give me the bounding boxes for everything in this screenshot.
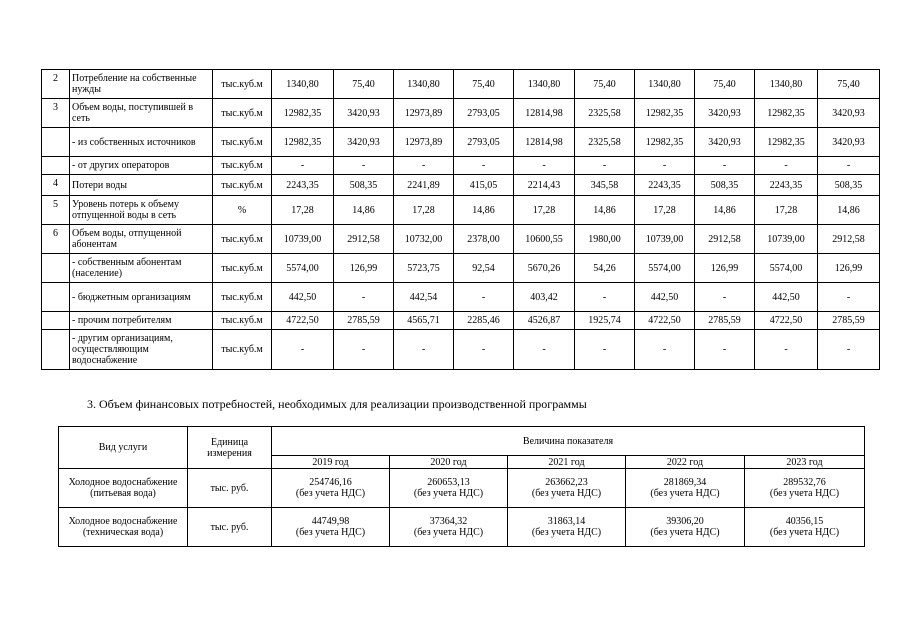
header-year: 2021 год: [508, 456, 626, 469]
value-cell: 14,86: [818, 196, 880, 225]
value-cell: -: [334, 283, 394, 312]
value-cell: -: [272, 157, 334, 175]
value-cell: 1925,74: [575, 312, 635, 330]
value-cell: 2793,05: [454, 128, 514, 157]
value-cell: -: [454, 157, 514, 175]
value-cell: 14,86: [575, 196, 635, 225]
unit-cell: тыс.куб.м: [213, 312, 272, 330]
vat-note: (без учета НДС): [650, 488, 720, 499]
value-cell: 2241,89: [394, 175, 454, 196]
table-row: [42, 70, 880, 99]
value-cell: 12982,35: [272, 128, 334, 157]
value-cell: 12814,98: [514, 128, 575, 157]
vat-note: (без учета НДС): [295, 488, 366, 499]
table-row: [42, 254, 880, 283]
indicator-name: Потребление на собственные нужды: [70, 70, 213, 99]
value-cell: 75,40: [575, 70, 635, 99]
value-cell: 508,35: [695, 175, 755, 196]
value-cell: 12982,35: [635, 99, 695, 128]
value-cell: -: [514, 157, 575, 175]
value-cell: 17,28: [635, 196, 695, 225]
unit-cell: %: [213, 196, 272, 225]
unit-cell: тыс.куб.м: [213, 330, 272, 370]
value-cell: 5574,00: [755, 254, 818, 283]
amount: 263662,23: [545, 477, 588, 488]
amount: 281869,34: [663, 477, 707, 488]
value-cell: 1340,80: [514, 70, 575, 99]
value-cell: 442,50: [755, 283, 818, 312]
value-cell: 10600,55: [514, 225, 575, 254]
table-row: [42, 225, 880, 254]
value-cell: 2378,00: [454, 225, 514, 254]
amount: 254746,16: [309, 477, 352, 488]
table-row: [42, 175, 880, 196]
value-cell: 17,28: [394, 196, 454, 225]
value-cell: -: [695, 330, 755, 370]
value-cell: 415,05: [454, 175, 514, 196]
vat-note: (без учета НДС): [413, 527, 484, 538]
value-cell: 17,28: [514, 196, 575, 225]
table-row: [42, 128, 880, 157]
unit-cell: тыс.куб.м: [213, 99, 272, 128]
table-row: [42, 157, 880, 175]
value-cell: -: [272, 330, 334, 370]
value-cell: 3420,93: [334, 128, 394, 157]
value-cell: 345,58: [575, 175, 635, 196]
value-cell: 2243,35: [635, 175, 695, 196]
value-cell: 126,99: [334, 254, 394, 283]
value-cell: 2785,59: [818, 312, 880, 330]
header-value: Величина показателя: [272, 427, 865, 456]
value-cell: -: [818, 330, 880, 370]
table-row: [42, 99, 880, 128]
header-unit: Единица измерения: [188, 427, 272, 469]
header-year: 2019 год: [272, 456, 390, 469]
value-cell: [390, 508, 508, 547]
value-cell: 1340,80: [272, 70, 334, 99]
amount: 44749,98: [311, 516, 350, 527]
value-cell: 14,86: [454, 196, 514, 225]
value-cell: 54,26: [575, 254, 635, 283]
value-cell: 3420,93: [818, 128, 880, 157]
value-cell: 12982,35: [755, 99, 818, 128]
amount: 260653,13: [427, 477, 470, 488]
value-cell: 442,50: [635, 283, 695, 312]
value-cell: 12814,98: [514, 99, 575, 128]
row-number: [42, 312, 70, 330]
value-cell: [626, 469, 745, 508]
value-cell: 3420,93: [695, 99, 755, 128]
value-cell: 442,50: [272, 283, 334, 312]
vat-note: (без учета НДС): [531, 527, 602, 538]
vat-note: (без учета НДС): [295, 527, 366, 538]
value-cell: 508,35: [818, 175, 880, 196]
value-cell: 14,86: [334, 196, 394, 225]
value-cell: 126,99: [818, 254, 880, 283]
amount: 40356,15: [785, 516, 824, 527]
unit-cell: тыс.куб.м: [213, 157, 272, 175]
row-number: [42, 128, 70, 157]
financial-needs-table: [58, 426, 865, 547]
value-cell: 2912,58: [818, 225, 880, 254]
value-cell: 5723,75: [394, 254, 454, 283]
value-cell: 4722,50: [755, 312, 818, 330]
vat-note: (без учета НДС): [531, 488, 602, 499]
indicator-name: Уровень потерь к объему отпущенной воды в сеть: [70, 196, 213, 225]
value-cell: 1340,80: [755, 70, 818, 99]
value-cell: 12982,35: [755, 128, 818, 157]
value-cell: -: [514, 330, 575, 370]
row-number: [42, 157, 70, 175]
value-cell: 12982,35: [635, 128, 695, 157]
row-number: 3: [42, 99, 70, 128]
value-cell: [390, 469, 508, 508]
amount: 37364,32: [429, 516, 468, 527]
value-cell: [272, 508, 390, 547]
value-cell: 75,40: [334, 70, 394, 99]
value-cell: -: [755, 330, 818, 370]
table-row: [42, 283, 880, 312]
header-year: 2022 год: [626, 456, 745, 469]
value-cell: 403,42: [514, 283, 575, 312]
water-balance-table: [41, 69, 880, 370]
value-cell: 75,40: [454, 70, 514, 99]
amount: 31863,14: [547, 516, 586, 527]
indicator-name: - собственным абонентам (население): [70, 254, 213, 283]
unit-cell: тыс.куб.м: [213, 283, 272, 312]
value-cell: [508, 508, 626, 547]
value-cell: 2214,43: [514, 175, 575, 196]
value-cell: 508,35: [334, 175, 394, 196]
amount: 39306,20: [666, 516, 704, 527]
header-service: Вид услуги: [59, 427, 188, 469]
value-cell: 2243,35: [272, 175, 334, 196]
value-cell: 2285,46: [454, 312, 514, 330]
value-cell: 10732,00: [394, 225, 454, 254]
table-row: [59, 508, 865, 547]
unit-cell: тыс.куб.м: [213, 254, 272, 283]
value-cell: -: [454, 330, 514, 370]
value-cell: -: [695, 283, 755, 312]
value-cell: 2785,59: [695, 312, 755, 330]
value-cell: 2785,59: [334, 312, 394, 330]
unit-cell: тыс. руб.: [188, 469, 272, 508]
value-cell: 10739,00: [755, 225, 818, 254]
indicator-name: - из собственных источников: [70, 128, 213, 157]
row-number: 5: [42, 196, 70, 225]
value-cell: 12973,89: [394, 128, 454, 157]
value-cell: -: [818, 283, 880, 312]
indicator-name: - бюджетным организациям: [70, 283, 213, 312]
value-cell: 5574,00: [272, 254, 334, 283]
value-cell: 92,54: [454, 254, 514, 283]
value-cell: -: [635, 157, 695, 175]
value-cell: [272, 469, 390, 508]
value-cell: 2793,05: [454, 99, 514, 128]
value-cell: -: [575, 157, 635, 175]
value-cell: 10739,00: [272, 225, 334, 254]
value-cell: -: [334, 157, 394, 175]
value-cell: 14,86: [695, 196, 755, 225]
service-name: Холодное водоснабжение (питьевая вода): [59, 469, 188, 508]
value-cell: 5574,00: [635, 254, 695, 283]
value-cell: -: [695, 157, 755, 175]
value-cell: 17,28: [272, 196, 334, 225]
value-cell: 2912,58: [695, 225, 755, 254]
value-cell: 2912,58: [334, 225, 394, 254]
unit-cell: тыс.куб.м: [213, 225, 272, 254]
amount: 289532,76: [783, 477, 826, 488]
indicator-name: Потери воды: [70, 175, 213, 196]
section-heading: 3. Объем финансовых потребностей, необходимых для реализации производственной программы: [87, 397, 587, 411]
value-cell: 4722,50: [635, 312, 695, 330]
indicator-name: Объем воды, отпущенной абонентам: [70, 225, 213, 254]
value-cell: 3420,93: [818, 99, 880, 128]
indicator-name: Объем воды, поступившей в сеть: [70, 99, 213, 128]
header-year: 2023 год: [745, 456, 865, 469]
unit-cell: тыс. руб.: [188, 508, 272, 547]
indicator-name: - другим организациям, осуществляющим водоснабжение: [70, 330, 213, 370]
value-cell: 12982,35: [272, 99, 334, 128]
unit-cell: тыс.куб.м: [213, 128, 272, 157]
value-cell: 75,40: [818, 70, 880, 99]
vat-note: (без учета НДС): [650, 527, 720, 538]
table-row: [42, 312, 880, 330]
value-cell: 2243,35: [755, 175, 818, 196]
value-cell: -: [454, 283, 514, 312]
indicator-name: - от других операторов: [70, 157, 213, 175]
value-cell: 3420,93: [334, 99, 394, 128]
value-cell: 4526,87: [514, 312, 575, 330]
value-cell: 3420,93: [695, 128, 755, 157]
unit-cell: тыс.куб.м: [213, 175, 272, 196]
value-cell: 12973,89: [394, 99, 454, 128]
table-row: [42, 330, 880, 370]
value-cell: -: [635, 330, 695, 370]
row-number: [42, 254, 70, 283]
vat-note: (без учета НДС): [413, 488, 484, 499]
row-number: 2: [42, 70, 70, 99]
value-cell: 4722,50: [272, 312, 334, 330]
table-row: [59, 469, 865, 508]
value-cell: 17,28: [755, 196, 818, 225]
row-number: 6: [42, 225, 70, 254]
value-cell: [745, 469, 865, 508]
row-number: [42, 330, 70, 370]
value-cell: [745, 508, 865, 547]
value-cell: -: [575, 330, 635, 370]
value-cell: 10739,00: [635, 225, 695, 254]
value-cell: 1980,00: [575, 225, 635, 254]
value-cell: 442,54: [394, 283, 454, 312]
value-cell: 4565,71: [394, 312, 454, 330]
value-cell: 2325,58: [575, 99, 635, 128]
header-year: 2020 год: [390, 456, 508, 469]
value-cell: 126,99: [695, 254, 755, 283]
value-cell: -: [394, 330, 454, 370]
value-cell: [508, 469, 626, 508]
unit-cell: тыс.куб.м: [213, 70, 272, 99]
indicator-name: - прочим потребителям: [70, 312, 213, 330]
value-cell: 1340,80: [394, 70, 454, 99]
value-cell: -: [818, 157, 880, 175]
value-cell: 2325,58: [575, 128, 635, 157]
value-cell: [626, 508, 745, 547]
service-name: Холодное водоснабжение (техническая вода): [59, 508, 188, 547]
value-cell: -: [575, 283, 635, 312]
value-cell: 75,40: [695, 70, 755, 99]
row-number: 4: [42, 175, 70, 196]
value-cell: -: [755, 157, 818, 175]
vat-note: (без учета НДС): [769, 527, 840, 538]
row-number: [42, 283, 70, 312]
value-cell: -: [334, 330, 394, 370]
vat-note: (без учета НДС): [769, 488, 840, 499]
value-cell: -: [394, 157, 454, 175]
table-row: [42, 196, 880, 225]
value-cell: 5670,26: [514, 254, 575, 283]
value-cell: 1340,80: [635, 70, 695, 99]
